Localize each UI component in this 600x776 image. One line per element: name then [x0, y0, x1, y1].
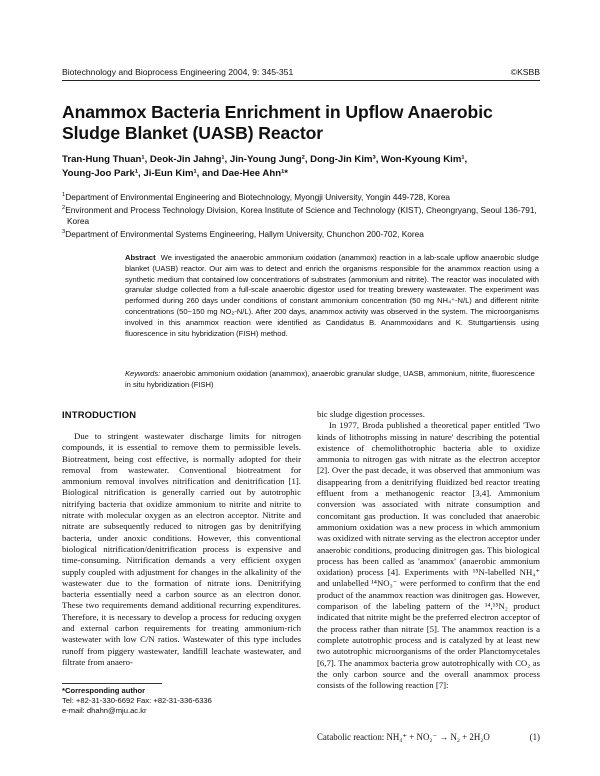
body-paragraph: In 1977, Broda published a theoretical paper entitled 'Two kinds of lithotrophs missing in nature' describing the potential existence of chemolithotrophic bacteria able to oxidize ammonia to nitrogen gas with nitrate as the electron acceptor [2]. Over the past decade, it was observed that ammonium was disappearing from a denitrifying fluidized bed reactor treating effluent from a methanogenic reactor [3,4]. Ammonium conversion was associated with nitrate consumption and concomitant gas production. It was concluded that anaerobic ammonium oxidation was a new process in which ammonium was oxidized with nitrate serving as the electron acceptor under anaerobic conditions, producing dinitrogen gas. This biological process has been called as 'anammox' (anaerobic ammonium oxidation) process [4]. Experiments with ¹⁵N-labelled NH₄⁺ and unlabelled ¹⁴NO₃⁻ were performed to confirm that the end product of the anammox reaction was dinitrogen gas. However, comparison of the labeling pattern of the ¹⁴,¹⁵N₂ product indicated that nitrite might be the preferred electron acceptor of the process rather than nitrate [5]. The anammox reaction is a complete autotrophic process and is catalyzed by at least new two autotrophic microorganisms of the order Planctomycetales [6,7]. The anammox bacteria grow autotrophically with CO₂ as the only carbon source and the overall anammox process consists of the following reaction [7]:: [317, 420, 540, 691]
author-line: Tran-Hung Thuan¹, Deok-Jin Jahng¹, Jin-Young Jung², Dong-Jin Kim³, Won-Kyoung Kim¹,: [62, 154, 468, 165]
body-paragraph: Due to stringent wastewater discharge limits for nitrogen compounds, it is essential to remove them to permissible levels. Biotreatment, being cost effective, is normally adopted for their removal from wastewater. Conventional biotreatment for ammonium removal involves nitrification and denitrification [1]. Biological nitrification is generally carried out by autotrophic nitrifying bacteria that oxidize ammonium to nitrite and nitrite to nitrate with molecular oxygen as an electron acceptor. Nitrite and nitrate are subsequently reduced to nitrogen gas by denitrifying bacteria, under anoxic conditions. However, this conventional biological nitrification/denitrification process is expensive and time-consuming. Nitrification demands a very efficient oxygen supply coupled with adjustment for changes in the alkalinity of the wastewater due to the formation of nitrate ions. Denitrifying bacteria essentially need a carbon source as an electron donor. These two requirements demand additional recurring expenditures. Therefore, it is necessary to develop a process for reducing oxygen and external carbon requirements for treating ammonium-rich wastewater with low C/N ratios. Wastewater of this type includes runoff from piggery wastewater, landfill leachate wastewater, and filtrate from anaero-: [62, 431, 301, 667]
abstract-text: We investigated the anaerobic ammonium oxidation (anammox) reaction in a lab-scale upflow anaerobic sludge blanket (UASB) reactor. Our aim was to detect and enrich the organisms responsible for the anammox reaction using a synthetic medium that contained low concentrations of substrates (ammonium and nitrite). The reactor was inoculated with granular sludge collected from a full-scale anaerobic digestor used for treating brewery wastewater. The experiment was performed during 260 days under conditions of constant ammonium concentration (50 mg NH₄⁺-N/L) and different nitrite concentrations (50~150 mg NO₂-N/L). After 200 days, anammox activity was observed in the system. The microorganisms involved in this anammox reaction were identified as Candidatus B. Anammoxidans and K. Stuttgartiensis using fluorescence in situ hybridization (FISH) method.: [125, 253, 539, 338]
corresponding-author-label: *Corresponding author: [62, 686, 146, 695]
keywords: [125, 369, 539, 391]
abstract: [125, 253, 539, 339]
author-line: Young-Joo Park¹, Ji-Eun Kim¹, and Dae-Hee Ahn¹*: [62, 167, 289, 179]
section-heading: INTRODUCTION: [62, 409, 137, 420]
author-list: [62, 153, 532, 180]
equation-text: Catabolic reaction: NH₄⁺ + NO₂⁻ → N₂ + 2H₂O: [317, 732, 490, 742]
paper-title: Anammox Bacteria Enrichment in Upflow Anaerobic Sludge Blanket (UASB) Reactor: [62, 102, 493, 143]
header-rule: [62, 80, 540, 81]
publisher-mark: ©KSBB: [510, 67, 540, 77]
abstract-label: Abstract: [125, 253, 156, 262]
affiliation: $^2$Environment and Process Technology Division, Korea Institute of Science and Technology (KIST), Cheongryang, Seoul 136-791, Korea: [62, 204, 537, 226]
footnote: [62, 686, 300, 716]
affiliation: $^3$Department of Environmental Systems Engineering, Hallym University, Chunchon 200-702, Korea: [62, 228, 424, 239]
equation: [317, 732, 540, 743]
footnote-rule: [62, 683, 162, 684]
body-column-left: [62, 431, 301, 668]
contact-phone: Tel: +82-31-330-6692 Fax: +82-31-336-6336: [62, 696, 212, 705]
keywords-label: Keywords:: [125, 369, 161, 378]
journal-citation: Biotechnology and Bioprocess Engineering 2004, 9: 345-351: [62, 67, 294, 77]
body-column-right: [317, 409, 540, 691]
equation-number: (1): [529, 732, 540, 742]
contact-email: e-mail: dhahn@mju.ac.kr: [62, 706, 147, 715]
affiliations: [62, 190, 540, 240]
body-paragraph: bic sludge digestion processes.: [317, 409, 425, 419]
journal-header: [62, 67, 540, 77]
affiliation: $^1$Department of Environmental Engineering and Biotechnology, Myongji University, Yongin 449-728, Korea: [62, 191, 451, 202]
keywords-text: anaerobic ammonium oxidation (anammox), anaerobic granular sludge, UASB, ammonium, nitrite, fluorescence in situ hybridization (FISH): [125, 369, 535, 389]
